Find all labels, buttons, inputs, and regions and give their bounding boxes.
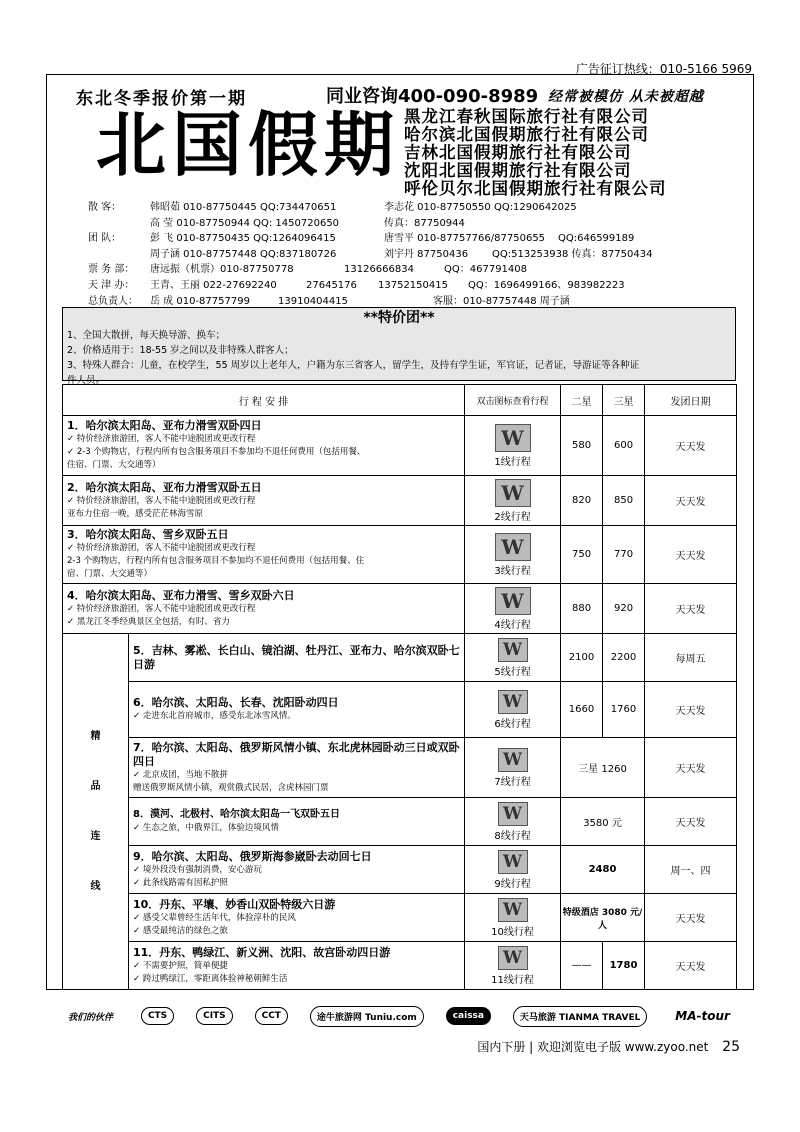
route-desc: ✓ 北京成团，当地不散拼 xyxy=(133,769,228,780)
table-row xyxy=(63,584,737,634)
word-doc-icon[interactable]: W xyxy=(498,802,528,826)
word-doc-icon[interactable]: W xyxy=(498,690,528,714)
route-title: 2．哈尔滨太阳岛、亚布力滑雪双卧五日 xyxy=(67,480,262,494)
itinerary-link[interactable] xyxy=(465,476,561,526)
premium-label-char: 连 xyxy=(90,830,101,842)
page-number: 25 xyxy=(722,1039,740,1055)
premium-lines-label xyxy=(63,634,129,990)
contact-label: 总负责人： xyxy=(88,295,138,307)
company-name: 黑龙江春秋国际旅行社有限公司 xyxy=(404,107,649,126)
premium-label-char: 线 xyxy=(90,880,101,892)
itinerary-label: 11线行程 xyxy=(491,974,534,986)
footer xyxy=(477,1038,740,1055)
itinerary-table xyxy=(62,384,737,990)
itinerary-link[interactable] xyxy=(465,894,561,942)
contact-entry: 刘宇丹 87750436 xyxy=(384,248,469,260)
contact-entry: 27645176 xyxy=(306,279,357,291)
itinerary-link[interactable] xyxy=(465,942,561,990)
itinerary-label: 1线行程 xyxy=(494,456,531,468)
contact-label: 散 客： xyxy=(88,202,122,213)
special-offer-notice xyxy=(62,307,736,386)
table-row xyxy=(63,416,737,476)
route-cell xyxy=(63,476,465,526)
company-name: 呼伦贝尔北国假期旅行社有限公司 xyxy=(404,179,667,198)
word-doc-icon[interactable]: W xyxy=(498,946,528,970)
itinerary-link[interactable] xyxy=(465,738,561,798)
price-three-star: 920 xyxy=(603,584,645,634)
itinerary-label: 9线行程 xyxy=(494,878,531,890)
route-desc: ✓ 走进东北首府城市，感受东北冰雪风情。 xyxy=(133,711,296,721)
route-desc: 2-3 个购物店，行程内所有包含服务项目不参加均不退任何费用（包括用餐、住 xyxy=(67,556,365,566)
price-three-star: 2200 xyxy=(603,634,645,682)
contact-entry: QQ：467791408 xyxy=(444,264,528,276)
header-route: 行 程 安 排 xyxy=(63,385,465,416)
route-desc: ✓ 特价经济旅游团，客人不能中途脱团或更改行程 xyxy=(67,495,256,506)
contact-entry: QQ:513253938 传真：87750434 xyxy=(492,248,653,260)
table-row xyxy=(63,846,737,894)
itinerary-label: 7线行程 xyxy=(494,776,531,788)
contact-entry: QQ:646599189 xyxy=(558,233,635,245)
partner-logo: CTS xyxy=(141,1007,174,1025)
table-row xyxy=(63,634,737,682)
route-title: 6．哈尔滨、太阳岛、长春、沈阳卧动四日 xyxy=(133,696,339,709)
price-three-star: 850 xyxy=(603,476,645,526)
price-three-star: 600 xyxy=(603,416,645,476)
itinerary-label: 3线行程 xyxy=(494,565,531,577)
route-desc: ✓ 境外段没有强制消费，安心游玩 xyxy=(133,864,262,875)
table-row xyxy=(63,526,737,584)
price-three-star: 1780 xyxy=(603,942,645,990)
contact-entry: 13126666834 xyxy=(344,264,414,276)
brand-title: 北国假期 xyxy=(96,104,400,186)
notice-line: 3、特殊人群合：儿童，在校学生，55 周岁以上老年人，户籍为东三省客人，留学生，及持有学生证，军官证，记者证，导游证等各种证 xyxy=(67,360,640,371)
company-name: 吉林北国假期旅行社有限公司 xyxy=(404,143,632,162)
itinerary-label: 4线行程 xyxy=(494,619,531,631)
route-desc: 亚布力住宿一晚，感受茫茫林海雪原 xyxy=(67,508,204,519)
route-cell xyxy=(63,526,465,584)
table-row xyxy=(63,894,737,942)
route-cell xyxy=(129,798,465,846)
header-departure: 发团日期 xyxy=(645,385,737,416)
company-name: 哈尔滨北国假期旅行社有限公司 xyxy=(404,125,649,144)
price-merged: 三星 1260 xyxy=(561,738,645,798)
contact-entry: 王青、王丽 022-27692240 xyxy=(150,279,277,291)
route-cell xyxy=(63,584,465,634)
departure: 每周五 xyxy=(645,634,737,682)
route-title: 8．漠河、北极村、哈尔滨太阳岛一飞双卧五日 xyxy=(133,809,340,820)
departure: 周一、四 xyxy=(645,846,737,894)
route-title: 4．哈尔滨太阳岛、亚布力滑雪、雪乡双卧六日 xyxy=(67,588,295,602)
notice-line: 件人员。 xyxy=(67,375,106,386)
contact-entry: 岳 成 010-87757799 xyxy=(150,295,250,307)
departure: 天天发 xyxy=(645,584,737,634)
route-title: 1．哈尔滨太阳岛、亚布力滑雪双卧四日 xyxy=(67,419,262,432)
partner-logo: CITS xyxy=(196,1007,233,1025)
partner-logo: MA-tour xyxy=(675,1009,730,1023)
route-cell xyxy=(129,634,465,682)
route-desc: 宿、门票、大交通等） xyxy=(67,569,153,579)
table-row xyxy=(63,682,737,738)
table-header-row xyxy=(63,385,737,416)
partner-logo: 天马旅游 TIANMA TRAVEL xyxy=(513,1006,647,1027)
word-doc-icon[interactable]: W xyxy=(498,748,528,772)
word-doc-icon[interactable]: W xyxy=(498,850,528,874)
itinerary-label: 6线行程 xyxy=(494,718,531,730)
partner-logos xyxy=(62,996,736,1036)
ad-hotline: 广告征订热线：010-5166 5969 xyxy=(575,62,752,76)
word-doc-icon[interactable]: W xyxy=(495,533,531,561)
itinerary-link[interactable] xyxy=(465,846,561,894)
word-doc-icon[interactable]: W xyxy=(495,587,531,615)
premium-label-char: 精 xyxy=(90,730,101,742)
header-icon: 双击图标查看行程 xyxy=(465,385,561,416)
consult-hotline: 同业咨询400-090-8989 xyxy=(326,86,539,107)
contact-entry: 客服：010-87757448 周子涵 xyxy=(433,295,570,307)
route-desc: ✓ 感受父辈曾经生活年代，体验淳朴的民风 xyxy=(133,912,296,923)
itinerary-link[interactable] xyxy=(465,584,561,634)
word-doc-icon[interactable]: W xyxy=(498,638,528,662)
price-three-star: 770 xyxy=(603,526,645,584)
price-two-star: 580 xyxy=(561,416,603,476)
departure: 天天发 xyxy=(645,738,737,798)
itinerary-link[interactable] xyxy=(465,798,561,846)
itinerary-link[interactable] xyxy=(465,526,561,584)
price-two-star: —— xyxy=(561,942,603,990)
contact-label: 团 队： xyxy=(88,233,122,245)
route-desc: ✓ 黑龙江冬季经典景区全包括，有时、省力 xyxy=(67,616,230,627)
route-title: 9．哈尔滨、太阳岛、俄罗斯海参崴卧去动回七日 xyxy=(133,849,372,863)
contact-entry: 唐雪平 010-87757766/87750655 xyxy=(384,233,546,245)
route-title: 7．哈尔滨、太阳岛、俄罗斯风情小镇、东北虎林园卧动三日或双卧四日 xyxy=(133,740,460,768)
route-desc: 赠送俄罗斯风情小镇，观赏俄式民居，含虎林园门票 xyxy=(133,782,329,793)
company-name: 沈阳北国假期旅行社有限公司 xyxy=(404,161,632,180)
route-desc: ✓ 此条线路需有因私护照 xyxy=(133,877,228,888)
price-two-star: 880 xyxy=(561,584,603,634)
route-desc: ✓ 感受最纯洁的绿色之旅 xyxy=(133,925,228,936)
word-doc-icon[interactable]: W xyxy=(498,898,528,922)
price-two-star: 820 xyxy=(561,476,603,526)
route-desc: ✓ 特价经济旅游团，客人不能中途脱团或更改行程 xyxy=(67,434,256,444)
slogan: 经常被模仿 从未被超越 xyxy=(548,89,704,105)
contact-entry: 高 莹 010-87750944 QQ: 1450720650 xyxy=(150,217,340,229)
contact-entry: 唐远振（机票）010-87750778 xyxy=(150,264,294,276)
price-three-star: 1760 xyxy=(603,682,645,738)
route-desc: ✓ 2-3 个购物店，行程内所有包含服务项目不参加均不退任何费用（包括用餐、 xyxy=(67,447,366,457)
route-cell xyxy=(129,894,465,942)
departure: 天天发 xyxy=(645,416,737,476)
departure: 天天发 xyxy=(645,942,737,990)
season-title: 东北冬季报价第一期 xyxy=(76,89,247,109)
price-merged: 3580 元 xyxy=(561,798,645,846)
header-two-star: 二星 xyxy=(561,385,603,416)
route-desc: ✓ 特价经济旅游团，客人不能中途脱团或更改行程 xyxy=(67,603,256,614)
itinerary-link[interactable] xyxy=(465,416,561,476)
itinerary-link[interactable] xyxy=(465,634,561,682)
route-desc: ✓ 不需要护照，简单便捷 xyxy=(133,960,228,971)
contact-entry: 13910404415 xyxy=(278,295,348,307)
notice-line: 1、全国大散拼，每天换导游、换车； xyxy=(67,330,226,341)
company-list xyxy=(404,108,667,198)
departure: 天天发 xyxy=(645,798,737,846)
route-desc: ✓ 特价经济旅游团，客人不能中途脱团或更改行程 xyxy=(67,543,256,553)
route-title: 11．丹东、鸭绿江、新义洲、沈阳、故宫卧动四日游 xyxy=(133,945,391,959)
premium-label-char: 品 xyxy=(90,780,101,792)
price-merged: 2480 xyxy=(561,846,645,894)
price-merged: 特级酒店 3080 元/人 xyxy=(561,894,645,942)
itinerary-label: 8线行程 xyxy=(494,830,531,842)
departure: 天天发 xyxy=(645,526,737,584)
partner-logo: caissa xyxy=(446,1007,491,1025)
route-title: 10．丹东、平壤、妙香山双卧特级六日游 xyxy=(133,897,336,911)
contact-label: 票 务 部： xyxy=(88,264,135,276)
header-three-star: 三星 xyxy=(603,385,645,416)
route-desc: ✓ 生态之旅，中俄界江，体验边境风情 xyxy=(133,823,279,833)
route-desc: 住宿、门票、大交通等） xyxy=(67,460,161,470)
word-doc-icon[interactable]: W xyxy=(495,479,531,507)
route-cell xyxy=(129,942,465,990)
notice-line: 2、价格适用于：18-55 岁之间以及非特殊人群客人； xyxy=(67,345,294,356)
word-doc-icon[interactable]: W xyxy=(495,424,531,452)
contact-entry: 传真：87750944 xyxy=(384,217,465,229)
footer-text[interactable]: 国内下册 | 欢迎浏览电子版 www.zyoo.net xyxy=(477,1040,709,1054)
route-cell xyxy=(129,682,465,738)
route-cell xyxy=(129,846,465,894)
price-two-star: 2100 xyxy=(561,634,603,682)
route-cell xyxy=(129,738,465,798)
table-row xyxy=(63,798,737,846)
contact-entry: 韩昭茹 010-87750445 QQ:734470651 xyxy=(150,202,337,213)
partner-logo: 我们的伙伴 xyxy=(68,1012,114,1023)
notice-title: **特价团** xyxy=(363,310,435,326)
route-desc: ✓ 跨过鸭绿江，零距离体验神秘朝鲜生活 xyxy=(133,973,288,984)
itinerary-label: 5线行程 xyxy=(494,666,531,678)
itinerary-link[interactable] xyxy=(465,682,561,738)
departure: 天天发 xyxy=(645,476,737,526)
departure: 天天发 xyxy=(645,894,737,942)
contact-entry: 彭 飞 010-87750435 QQ:1264096415 xyxy=(150,233,336,245)
route-title: 5．吉林、雾凇、长白山、镜泊湖、牡丹江、亚布力、哈尔滨双卧七日游 xyxy=(133,643,460,671)
contact-entry: 13752150415 xyxy=(378,279,448,291)
price-two-star: 1660 xyxy=(561,682,603,738)
contact-label: 天 津 办： xyxy=(88,279,135,291)
price-two-star: 750 xyxy=(561,526,603,584)
route-cell xyxy=(63,416,465,476)
departure: 天天发 xyxy=(645,682,737,738)
table-row xyxy=(63,476,737,526)
table-row xyxy=(63,738,737,798)
partner-logo: CCT xyxy=(255,1007,288,1025)
contact-entry: 周子涵 010-87757448 QQ:837180726 xyxy=(150,248,337,260)
partner-logo: 途牛旅游网 Tuniu.com xyxy=(310,1006,424,1027)
table-row xyxy=(63,942,737,990)
route-title: 3．哈尔滨太阳岛、雪乡双卧五日 xyxy=(67,528,229,541)
itinerary-label: 10线行程 xyxy=(491,926,534,938)
contact-entry: QQ：1696499166、983982223 xyxy=(468,279,625,291)
contact-entry: 李志花 010-87750550 QQ:1290642025 xyxy=(384,202,577,213)
itinerary-label: 2线行程 xyxy=(494,511,531,523)
